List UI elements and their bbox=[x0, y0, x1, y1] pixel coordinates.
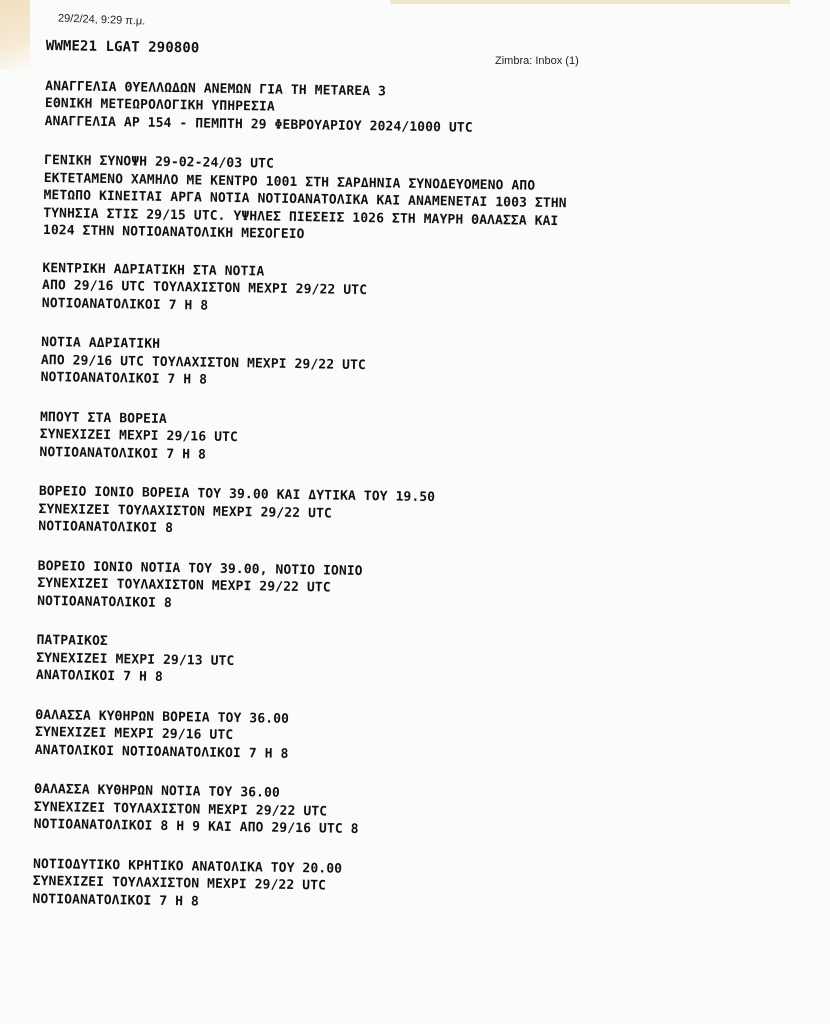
title-line: ΑΝΑΓΓΕΛΙΑ ΘΥΕΛΛΩΔΩΝ ΑΝΕΜΩΝ ΓΙΑ ΤΗ METAREA 3 bbox=[45, 78, 387, 99]
wind-force: ΝΟΤΙΟΑΝΑΤΟΛΙΚΟΙ 8 bbox=[37, 593, 173, 611]
warning-section bbox=[42, 259, 743, 322]
general-synopsis bbox=[43, 152, 744, 250]
paper-edge bbox=[390, 0, 790, 4]
wind-force: ΑΝΑΤΟΛΙΚΟΙ 7 Η 8 bbox=[35, 667, 163, 685]
area-name: ΚΕΝΤΡΙΚΗ ΑΔΡΙΑΤΙΚΗ ΣΤΑ ΝΟΤΙΑ bbox=[42, 260, 265, 279]
area-name: ΜΠΟΥΤ ΣΤΑ ΒΟΡΕΙΑ bbox=[39, 409, 167, 427]
validity: ΣΥΝΕΧΙΖΕΙ ΤΟΥΛΑΧΙΣΤΟΝ ΜΕΧΡΙ 29/22 UTC bbox=[37, 575, 331, 596]
area-name: ΒΟΡΕΙΟ ΙΟΝΙΟ ΒΟΡΕΙΑ ΤΟΥ 39.00 ΚΑΙ ΔΥΤΙΚΑ ΤΟΥ 19.50 bbox=[38, 483, 436, 506]
area-name: ΘΑΛΑΣΣΑ ΚΥΘΗΡΩΝ ΝΟΤΙΑ ΤΟΥ 36.00 bbox=[34, 781, 281, 801]
synopsis-line: ΤΥΝΗΣΙΑ ΣΤΙΣ 29/15 UTC. ΥΨΗΛΕΣ ΠΙΕΣΕΙΣ 1026 ΣΤΗ ΜΑΥΡΗ ΘΑΛΑΣΣΑ ΚΑΙ bbox=[43, 205, 559, 229]
validity: ΣΥΝΕΧΙΖΕΙ ΤΟΥΛΑΧΙΣΤΟΝ ΜΕΧΡΙ 29/22 UTC bbox=[33, 799, 328, 820]
warning-section bbox=[35, 706, 736, 769]
area-name: ΘΑΛΑΣΣΑ ΚΥΘΗΡΩΝ ΒΟΡΕΙΑ ΤΟΥ 36.00 bbox=[35, 707, 290, 727]
warning-section bbox=[36, 632, 737, 695]
warning-section bbox=[38, 483, 739, 546]
validity: ΣΥΝΕΧΙΖΕΙ ΜΕΧΡΙ 29/16 UTC bbox=[39, 426, 239, 446]
warning-section bbox=[32, 855, 733, 918]
mailbox-label: Zimbra: Inbox (1) bbox=[495, 55, 579, 67]
validity: ΣΥΝΕΧΙΖΕΙ ΜΕΧΡΙ 29/16 UTC bbox=[34, 724, 234, 744]
title-block bbox=[45, 77, 746, 140]
area-name: ΝΟΤΙΑ ΑΔΡΙΑΤΙΚΗ bbox=[41, 334, 161, 352]
wind-force: ΝΟΤΙΟΑΝΑΤΟΛΙΚΟΙ 7 Η 8 bbox=[40, 369, 208, 388]
wind-force: ΝΟΤΙΟΑΝΑΤΟΛΙΚΟΙ 7 Η 8 bbox=[41, 295, 209, 314]
title-line: ΑΝΑΓΓΕΛΙΑ ΑΡ 154 - ΠΕΜΠΤΗ 29 ΦΕΒΡΟΥΑΡΙΟΥ 2024/1000 UTC bbox=[44, 113, 473, 136]
warning-section bbox=[34, 781, 735, 844]
validity: ΑΠΟ 29/16 UTC ΤΟΥΛΑΧΙΣΤΟΝ ΜΕΧΡΙ 29/22 UTC bbox=[40, 352, 367, 373]
validity: ΑΠΟ 29/16 UTC ΤΟΥΛΑΧΙΣΤΟΝ ΜΕΧΡΙ 29/22 UTC bbox=[41, 277, 368, 299]
wind-force: ΝΟΤΙΟΑΝΑΤΟΛΙΚΟΙ 7 Η 8 bbox=[39, 444, 207, 463]
warning-section bbox=[41, 334, 742, 397]
title-line: ΕΘΝΙΚΗ ΜΕΤΕΩΡΟΛΟΓΙΚΗ ΥΠΗΡΕΣΙΑ bbox=[44, 95, 275, 115]
validity: ΣΥΝΕΧΙΖΕΙ ΤΟΥΛΑΧΙΣΤΟΝ ΜΕΧΡΙ 29/22 UTC bbox=[32, 873, 327, 894]
bulletin-body bbox=[32, 38, 746, 941]
validity: ΣΥΝΕΧΙΖΕΙ ΜΕΧΡΙ 29/13 UTC bbox=[36, 650, 235, 669]
synopsis-line: 1024 ΣΤΗΝ ΝΟΤΙΟΑΝΑΤΟΛΙΚΗ ΜΕΣΟΓΕΙΟ bbox=[42, 222, 305, 243]
synopsis-line: ΕΚΤΕΤΑΜΕΝΟ ΧΑΜΗΛΟ ΜΕ ΚΕΝΤΡΟ 1001 ΣΤΗ ΣΑΡΔΗΝΙΑ ΣΥΝΟΔΕΥΟΜΕΝΟ ΑΠΟ bbox=[43, 170, 536, 194]
wind-force: ΑΝΑΤΟΛΙΚΟΙ ΝΟΤΙΟΑΝΑΤΟΛΙΚΟΙ 7 Η 8 bbox=[34, 742, 289, 762]
warning-section bbox=[39, 408, 740, 471]
wind-force: ΝΟΤΙΟΑΝΑΤΟΛΙΚΟΙ 8 Η 9 ΚΑΙ ΑΠΟ 29/16 UTC 8 bbox=[33, 816, 359, 838]
paper-corner bbox=[0, 0, 30, 70]
validity: ΣΥΝΕΧΙΖΕΙ ΤΟΥΛΑΧΙΣΤΟΝ ΜΕΧΡΙ 29/22 UTC bbox=[38, 501, 332, 522]
area-name: ΒΟΡΕΙΟ ΙΟΝΙΟ ΝΟΤΙΑ ΤΟΥ 39.00, ΝΟΤΙΟ ΙΟΝΙΟ bbox=[37, 558, 363, 579]
wind-force: ΝΟΤΙΟΑΝΑΤΟΛΙΚΟΙ 8 bbox=[38, 518, 174, 537]
area-name: ΠΑΤΡΑΙΚΟΣ bbox=[36, 632, 108, 650]
warning-section bbox=[37, 557, 738, 620]
synopsis-line: ΜΕΤΩΠΟ ΚΙΝΕΙΤΑΙ ΑΡΓΑ ΝΟΤΙΑ ΝΟΤΙΟΑΝΑΤΟΛΙΚΑ ΚΑΙ ΑΝΑΜΕΝΕΤΑΙ 1003 ΣΤΗΝ bbox=[43, 187, 567, 212]
area-name: ΝΟΤΙΟΔΥΤΙΚΟ ΚΡΗΤΙΚΟ ΑΝΑΤΟΛΙΚΑ ΤΟΥ 20.00 bbox=[32, 856, 343, 877]
wind-force: ΝΟΤΙΟΑΝΑΤΟΛΙΚΟΙ 7 Η 8 bbox=[32, 891, 200, 910]
synopsis-heading: ΓΕΝΙΚΗ ΣΥΝΟΨΗ 29-02-24/03 UTC bbox=[43, 152, 275, 172]
print-datetime: 29/2/24, 9:29 π.μ. bbox=[57, 12, 146, 28]
message-id: WWME21 LGAT 290800 bbox=[45, 38, 200, 57]
